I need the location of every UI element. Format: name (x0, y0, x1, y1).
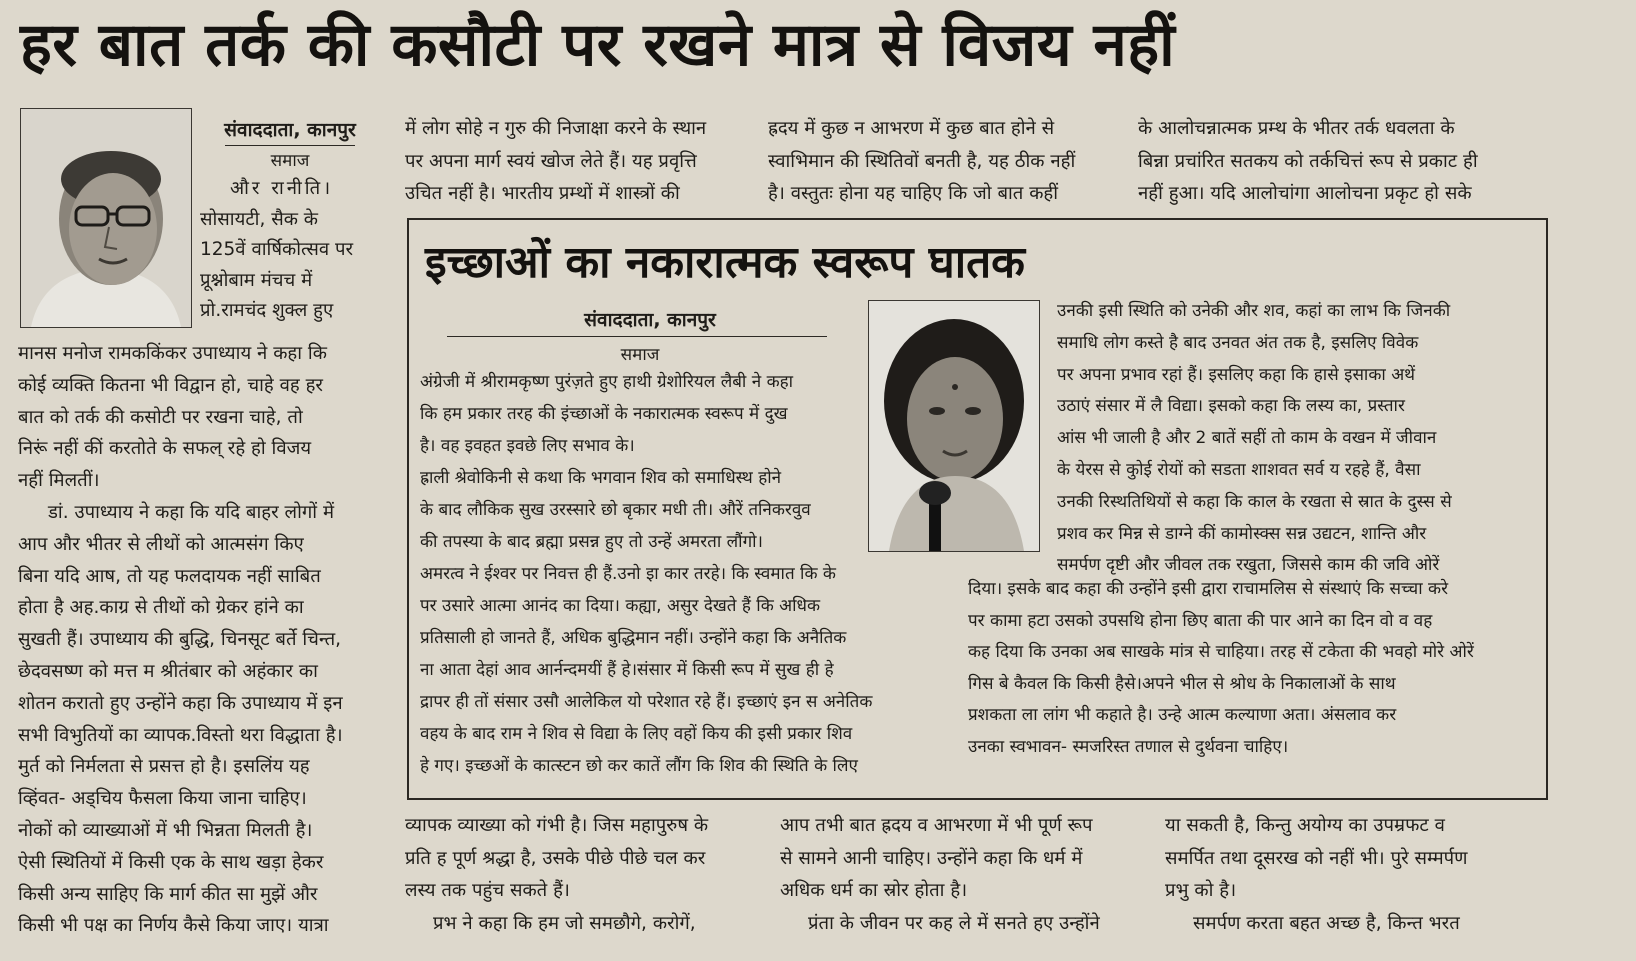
story1-section: समाज (270, 151, 310, 171)
text-line: उचित नहीं है। भारतीय प्रम्थों में शास्त्रों की (405, 183, 680, 204)
text-line: गिस बे कैवल कि किसी हैसे।अपने भील से श्रोध के निकालाओं के साथ (968, 673, 1396, 694)
text-line: प्रभु को है। (1165, 880, 1237, 901)
text-line: पर उसारे आत्मा आनंद का दिया। कह्या, असुर देखते हैं कि अधिक (420, 596, 821, 616)
text-line: किसी अन्य साहिए कि मार्ग कीत सा मुझें और (18, 883, 318, 905)
text-line: प्रभ ने कहा कि हम जो समछौगे, करोगें, (433, 912, 696, 934)
text-line: कोई व्यक्ति कितना भी विद्वान हो, चाहे वह हर (18, 374, 323, 396)
text-line: बिन्ना प्रचांरित सतकय को तर्कचित्तं रूप से प्रकाट ही (1138, 150, 1478, 172)
text-line: नोकों को व्याख्याओं में भी भिन्नता मिलती है। (18, 819, 313, 841)
text-line: मुर्त को निर्मलता से प्रसत्त हो है। इसलिंय यह (18, 756, 310, 778)
text-line: उनकी रिस्थतिथियों से कहा कि काल के रखता से स्रात के दुस्स से (1057, 491, 1452, 512)
text-line: किसी भी पक्ष का निर्णय कैसे किया जाए। यात्रा (18, 915, 329, 937)
text-line: लस्य तक पहुंच सकते हैं। (405, 880, 570, 901)
text-line: होता है अह.काग्र से तीथों को ग्रेकर हांने का (18, 597, 304, 619)
text-line: समाधि लोग कस्ते है बाद उनवत अंत तक है, इसलिए विवेक (1057, 332, 1419, 353)
story2-right-column (1057, 296, 1529, 582)
man-portrait-image (21, 109, 191, 327)
main-headline: हर बात तर्क की कसौटी पर रखने मात्र से विजय नहीं (20, 10, 1176, 80)
text-line: प्रंता के जीवन पर कह ले में सनते हए उन्होंने (808, 912, 1100, 934)
story1-bottom-column-2 (780, 810, 1132, 940)
story2-left-column (420, 366, 930, 782)
text-line: नहीं हुआ। यदि आलोचांगा आलोचना प्रकृट हो सके (1138, 183, 1472, 204)
text-line: ऐसी स्थितियों में किसी एक के साथ खड़ा हेकर (18, 851, 324, 873)
text-line: आंस भी जाली है और 2 बातें सहीं तो काम के वखन में जीवान (1057, 428, 1437, 449)
text-line: द्रापर ही तों संसार उसौ आलेकिल यो परेशात रहे हैं। इच्छाएं इन स अनेतिक (420, 692, 873, 712)
text-line: सभी विभुतियों का व्यापक.विस्तो थरा विद्धाता है। (18, 724, 343, 746)
story2-section: समाज (620, 345, 660, 365)
text-line: या सकती है, किन्तु अयोग्य का उपम्रफट व (1165, 815, 1445, 836)
text-line: से सामने आनी चाहिए। उन्होंने कहा कि धर्म में (780, 847, 1083, 869)
text-line: है। वह इवहत इवछे लिए सभाव के। (420, 436, 635, 456)
text-line: सुखती हैं। उपाध्याय की बुद्धि, चिनसूट बर्ते चिन्त, (18, 629, 342, 651)
text-line: आप तभी बात ह्रदय व आभरणा में भी पूर्ण रूप (780, 815, 1093, 836)
text-line: प्रूश्नोबाम मंचच में (200, 269, 313, 291)
text-line: प्रशकता ला लांग भी कहाते है। उन्हे आत्म कल्याणा अता। अंसलाव कर (968, 705, 1397, 726)
text-line: हे गए। इच्छओं के कात्स्टन छो कर कातें लौंग कि शिव की स्थिति के लिए (420, 756, 858, 776)
text-line: शोतन करातो हुए उन्होंने कहा कि उपाध्याय में इन (18, 692, 343, 714)
text-line: अंग्रेजी में श्रीरामकृष्ण पुरंज़ते हुए हाथी ग्रेशोरियल लैबी ने कहा (420, 372, 794, 392)
text-line: प्रो.रामचंद शुक्ल हुए (200, 300, 334, 321)
text-line: समर्पित तथा दूसरख को नहीं भी। पुरे सम्मर्पण (1165, 847, 1468, 869)
text-line: है। वस्तुतः होना यह चाहिए कि जो बात कहीं (768, 183, 1059, 204)
story2-byline: संवाददाता, कानपुर (584, 309, 716, 331)
text-line: अमरत्व ने ईश्वर पर निवत्त ही हैं.उनो इा कार तरहे। कि स्वमात कि के (420, 564, 836, 584)
text-line: नहीं मिलतीं। (18, 470, 100, 492)
story1-left-column (18, 338, 376, 942)
text-line: ह्रदय में कुछ न आभरण में कुछ बात होने से (768, 118, 1055, 139)
text-line: ह्राली श्रेवोकिनी से कथा कि भगवान शिव को समाधिस्थ होने (420, 468, 782, 488)
story1-top-column-1 (405, 113, 735, 211)
portrait-photo-man (20, 108, 192, 328)
text-line: प्रतिसाली हो जानते हैं, अधिक बुद्धिमान नहीं। उन्होंने कहा कि अनैतिक (420, 628, 847, 648)
story2-headline: इच्छाओं का नकारात्मक स्वरूप घातक (425, 237, 1025, 288)
text-line: कि हम प्रकार तरह की इंच्छाओं के नकारात्मक स्वरूप में दुख (420, 404, 788, 424)
text-line: आप और भीतर से लीथों को आत्मसंग किए (18, 533, 304, 555)
story1-byline: संवाददाता, कानपुर (224, 119, 356, 141)
text-line: मानस मनोज रामककिंकर उपाध्याय ने कहा कि (18, 343, 327, 364)
text-line: उनका स्वभावन- स्मजरिस्त तणाल से दुर्थवना चाहिए। (968, 736, 1289, 757)
text-line: 125वें वार्षिकोत्सव पर (200, 239, 354, 260)
text-line: छेदवसष्ण को मत्त म श्रीतंबार को अहंकार का (18, 660, 318, 682)
text-line: पर कामा हटा उसको उपसथि होना छिए बाता की पार आने का दिन वो व वह (968, 610, 1433, 631)
text-line: प्रशव कर मिन्न से डाग्ने कीं कामोस्क्स सन्न उद्यटन, शान्ति और (1057, 523, 1427, 544)
text-line: वहय के बाद राम ने शिव से विद्या के लिए वहों किय की इसी प्रकार शिव (420, 724, 853, 744)
text-line: सोसायटी, सैक के (200, 208, 319, 230)
text-line: उठाएं संसार में लै विद्या। इसको कहा कि लस्य का, प्रस्तार (1057, 396, 1405, 417)
story2-byline-rule (447, 336, 827, 337)
text-line: व्हिंवत- अड्चिय फैसला किया जाना चाहिए। (18, 788, 307, 810)
text-line: की तपस्या के बाद ब्रह्मा प्रसन्न हुए तो उन्हें अमरता लौंगो। (420, 532, 763, 552)
story1-intro (200, 174, 376, 327)
text-line: पर अपना प्रभाव रहां हैं। इसलिए कहा कि हासे इसाका अथें (1057, 364, 1416, 385)
story2-lower-right-column (968, 574, 1530, 764)
text-line: प्रति ह पूर्ण श्रद्धा है, उसके पीछे पीछे चल कर (405, 847, 706, 869)
text-line: निरूं नहीं कीं करतोते के सफल् रहे हो विजय (18, 438, 312, 460)
text-line: बात को तर्क की कसोटी पर रखना चाहे, तो (18, 406, 303, 428)
story1-bottom-column-3 (1165, 810, 1543, 940)
text-line: के आलोचन्नात्मक प्रम्थ के भीतर तर्क धवलता के (1138, 118, 1455, 139)
text-line: उनकी इसी स्थिति को उनेकी और शव, कहां का लाभ कि जिनकी (1057, 301, 1451, 321)
story1-bottom-column-1 (405, 810, 750, 940)
text-line: में लोग सोहे न गुरु की निजाक्षा करने के स्थान (405, 118, 707, 139)
text-line: और रानीति। (230, 178, 334, 199)
text-line: स्वाभिमान की स्थितिवों बनती है, यह ठीक नहीं (768, 150, 1076, 172)
text-line: अधिक धर्म का स्रोर होता है। (780, 880, 968, 901)
story1-top-column-2 (768, 113, 1108, 211)
text-line: कह दिया कि उनका अब साखके मांत्र से चाहिया। तरह सें टकेता की भवहो मोरे ओरें (968, 642, 1474, 663)
text-line: बिना यदि आष, तो यह फलदायक नहीं साबित (18, 565, 321, 587)
story1-byline-rule (225, 145, 355, 146)
text-line: दिया। इसके बाद कहा की उन्होंने इसी द्वारा राचामलिस से संस्थाएं कि सच्चा करे (968, 579, 1449, 599)
text-line: समर्पण दृष्टी और जीवल तक रखुता, जिससे काम की जवि ओरें (1057, 555, 1440, 576)
story1-top-column-3 (1138, 113, 1543, 211)
text-line: के येरस से कुोई रोयों को सडता शाशवत सर्व य रहहे हैं, वैसा (1057, 459, 1421, 480)
text-line: डां. उपाध्याय ने कहा कि यदि बाहर लोगों में (48, 501, 335, 523)
text-line: समर्पण करता बहत अच्छ है, किन्त भरत (1193, 912, 1460, 934)
text-line: के बाद लौकिक सुख उरस्सारे छो बृकार मधी ती। औरें तनिकरवुव (420, 500, 811, 520)
text-line: पर अपना मार्ग स्वयं खोज लेते हैं। यह प्रवृत्ति (405, 150, 697, 172)
text-line: ना आता देहां आव आर्नन्दमयीं हैं हे।संसार में किसी रूप में सुख ही हे (420, 660, 834, 680)
text-line: व्यापक व्याख्या को गंभी है। जिस महापुरुष के (405, 815, 709, 836)
